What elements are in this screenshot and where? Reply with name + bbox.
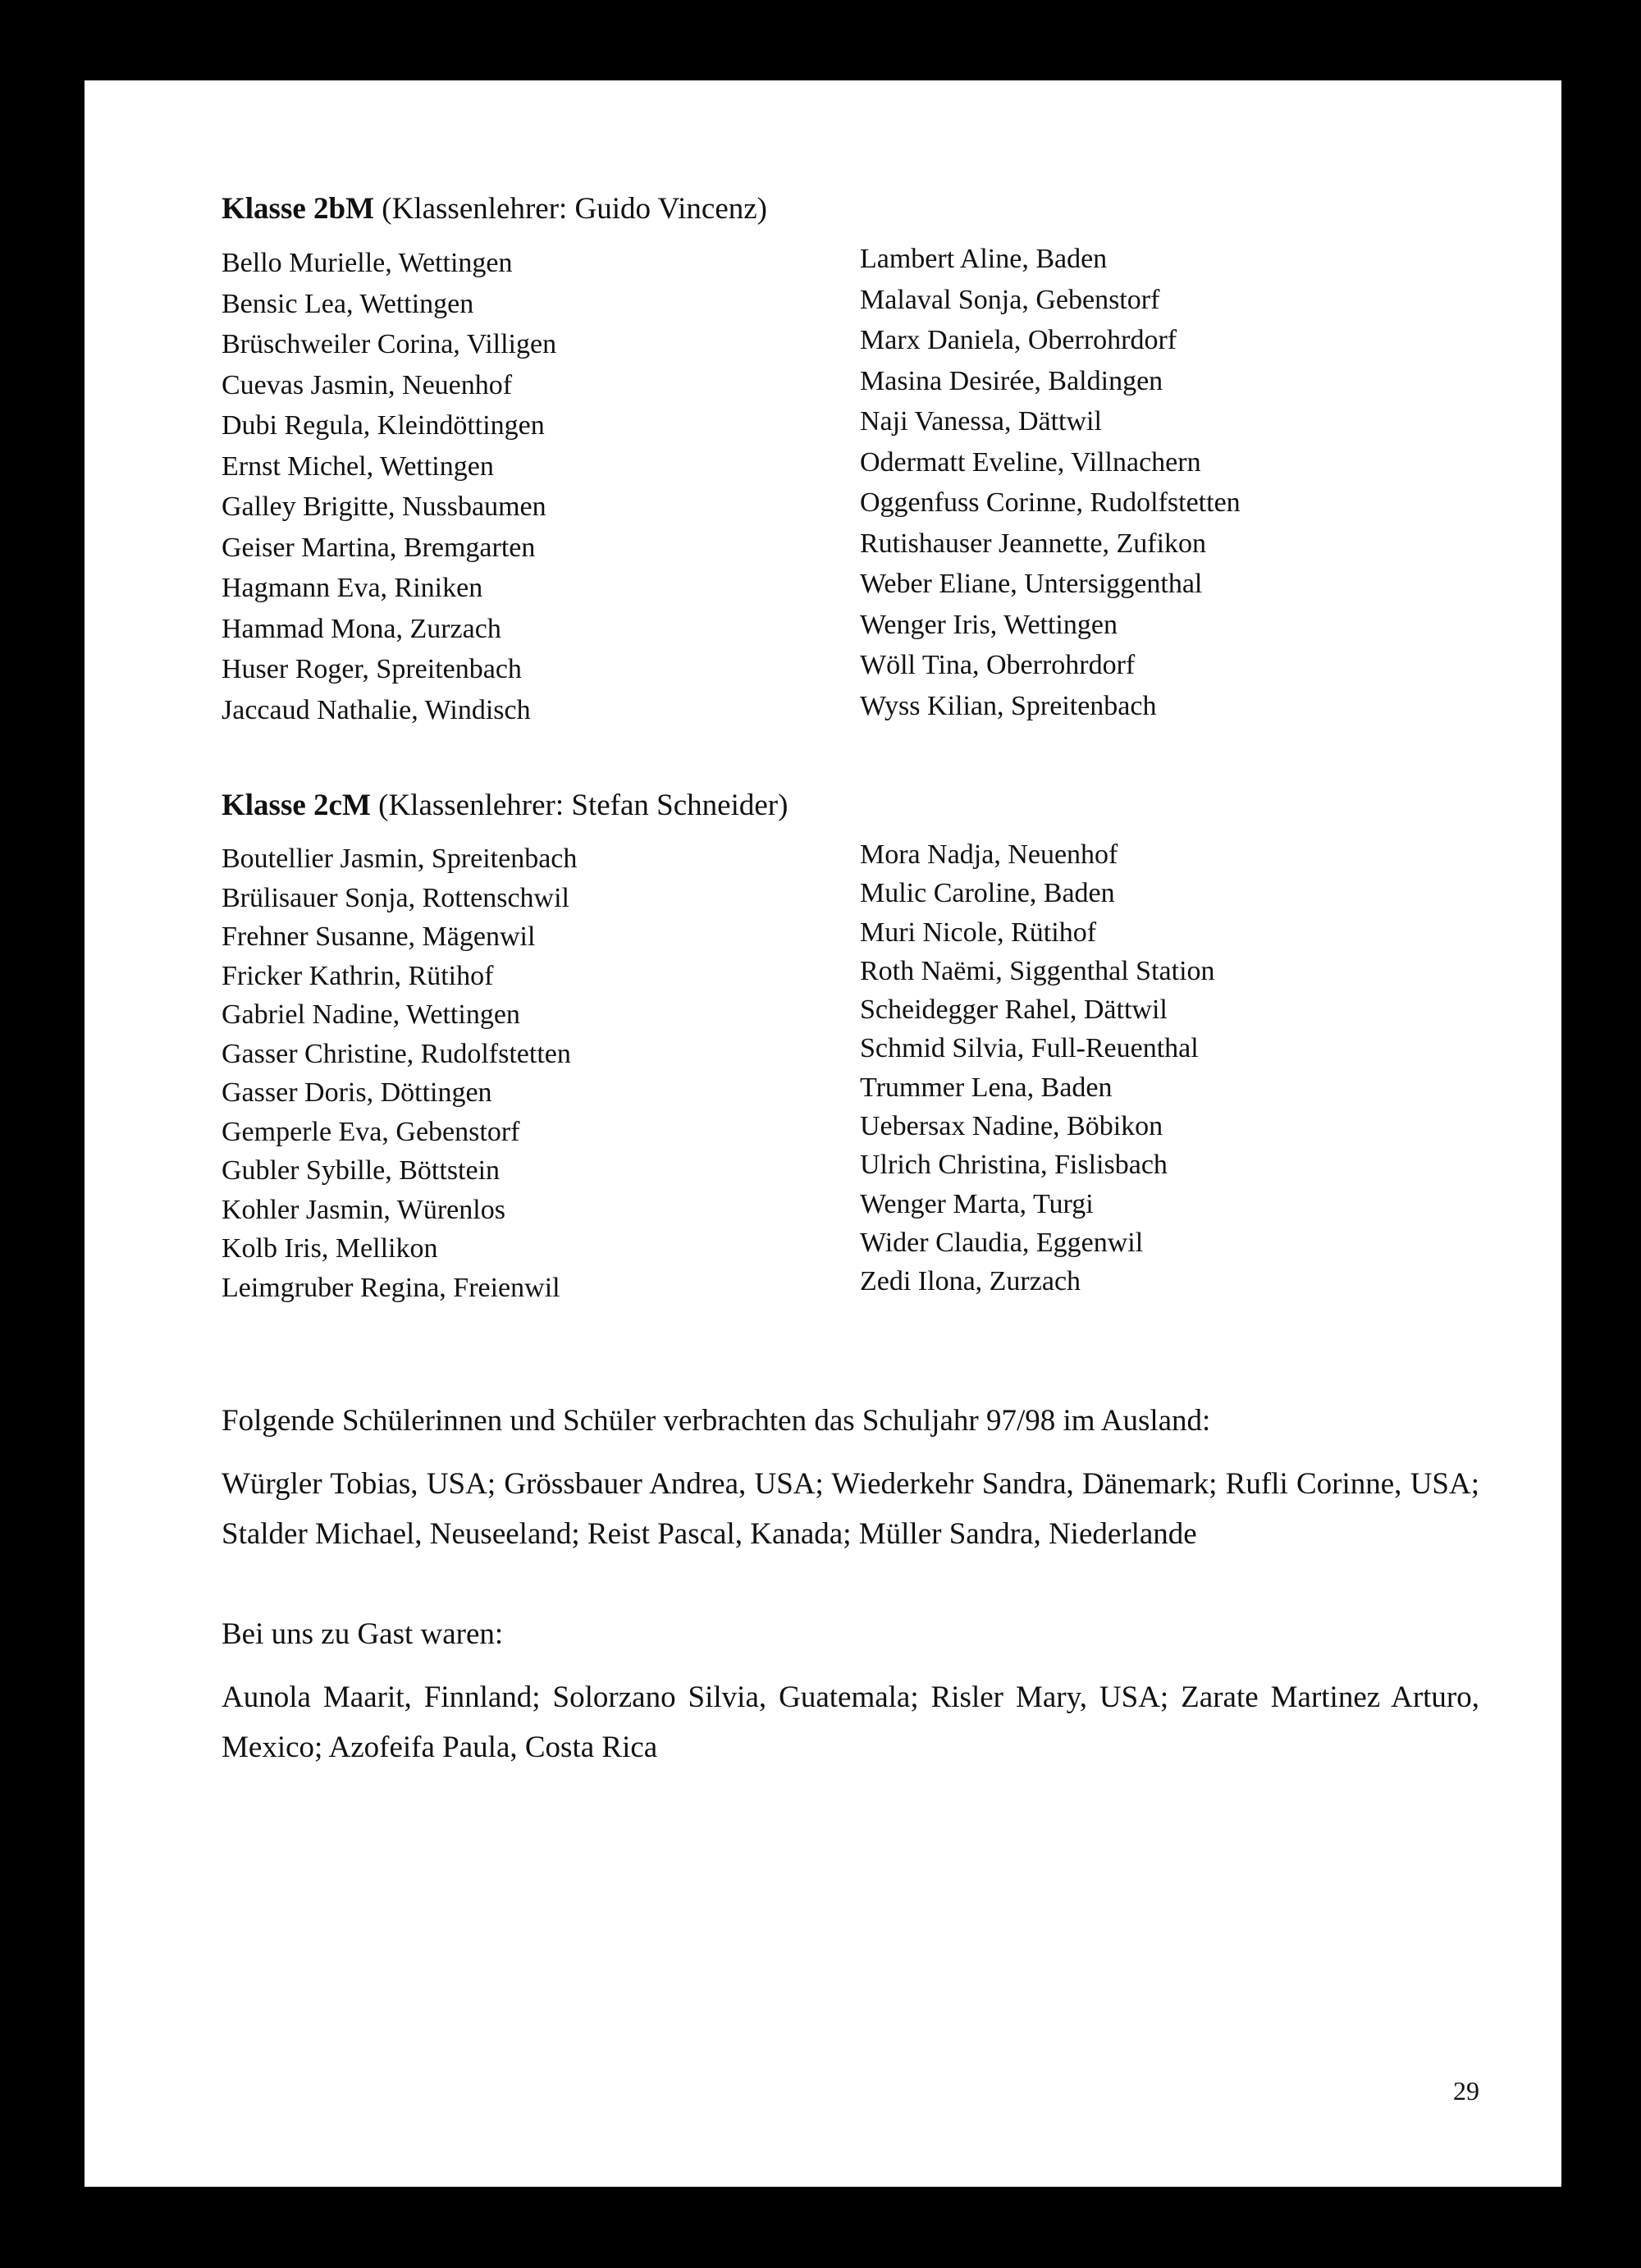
student-entry: Galley Brigitte, Nussbaumen (222, 492, 546, 522)
guests-heading: Bei uns zu Gast waren: (222, 1617, 504, 1651)
class-2bm-heading (222, 191, 767, 226)
class-2cm-teacher: (Klassenlehrer: Stefan Schneider) (378, 789, 789, 822)
student-entry: Leimgruber Regina, Freienwil (222, 1272, 560, 1303)
student-entry: Gasser Christine, Rudolfstetten (222, 1038, 571, 1069)
class-2cm-name: Klasse 2cM (222, 789, 371, 822)
page-number: 29 (1453, 2076, 1479, 2106)
student-entry: Oggenfuss Corinne, Rudolfstetten (860, 487, 1241, 518)
student-entry: Gasser Doris, Döttingen (222, 1077, 492, 1108)
student-entry: Zedi Ilona, Zurzach (860, 1266, 1081, 1297)
student-entry: Schmid Silvia, Full-Reuenthal (860, 1033, 1199, 1064)
student-entry: Mulic Caroline, Baden (860, 878, 1115, 909)
student-entry: Fricker Kathrin, Rütihof (222, 960, 494, 991)
student-entry: Wyss Kilian, Spreitenbach (860, 690, 1157, 721)
student-entry: Cuevas Jasmin, Neuenhof (222, 369, 513, 400)
class-2cm-list-left (222, 839, 577, 1307)
guests-section (222, 1616, 1479, 1772)
class-2bm-name: Klasse 2bM (222, 192, 375, 226)
student-entry: Wenger Marta, Turgi (860, 1188, 1094, 1219)
student-entry: Odermatt Eveline, Villnachern (860, 446, 1201, 478)
student-entry: Bello Murielle, Wettingen (222, 248, 513, 278)
student-entry: Gemperle Eva, Gebenstorf (222, 1116, 520, 1147)
student-entry: Gabriel Nadine, Wettingen (222, 999, 520, 1030)
student-entry: Huser Roger, Spreitenbach (222, 654, 522, 684)
student-entry: Gubler Sybille, Böttstein (222, 1155, 501, 1186)
class-2cm-heading (222, 788, 788, 823)
student-entry: Rutishauser Jeannette, Zufikon (860, 528, 1207, 559)
student-entry: Bensic Lea, Wettingen (222, 288, 474, 319)
abroad-list: Würgler Tobias, USA; Grössbauer Andrea, USA; Wiederkehr Sandra, Dänemark; Rufli Corinne, USA; Stalder Michael, Neuseeland; Reist Pascal, Kanada; Müller Sandra, Niederlande (222, 1467, 1479, 1551)
student-entry: Brüschweiler Corina, Villigen (222, 329, 557, 359)
student-entry: Naji Vanessa, Dättwil (860, 406, 1102, 437)
student-entry: Kohler Jasmin, Würenlos (222, 1194, 505, 1225)
abroad-section (222, 1403, 1479, 1559)
guests-list: Aunola Maarit, Finnland; Solorzano Silvia, Guatemala; Risler Mary, USA; Zarate Martinez Arturo, Mexico; Azofeifa Paula, Costa Rica (222, 1680, 1479, 1764)
student-entry: Hagmann Eva, Riniken (222, 573, 483, 603)
student-entry: Muri Nicole, Rütihof (860, 917, 1097, 948)
student-entry: Marx Daniela, Oberrohrdorf (860, 325, 1177, 355)
student-entry: Roth Naëmi, Siggenthal Station (860, 955, 1215, 986)
student-entry: Dubi Regula, Kleindöttingen (222, 410, 545, 441)
class-2bm-teacher: (Klassenlehrer: Guido Vincenz) (382, 192, 767, 226)
student-entry: Masina Desirée, Baldingen (860, 365, 1163, 396)
student-entry: Wöll Tina, Oberrohrdorf (860, 650, 1136, 680)
student-entry: Trummer Lena, Baden (860, 1072, 1113, 1103)
student-entry: Lambert Aline, Baden (860, 244, 1108, 274)
class-2bm-list-left (222, 243, 556, 730)
student-entry: Malaval Sonja, Gebenstorf (860, 284, 1160, 315)
student-entry: Hammad Mona, Zurzach (222, 613, 501, 644)
class-2bm-list-right (860, 239, 1241, 726)
student-entry: Kolb Iris, Mellikon (222, 1233, 438, 1264)
student-entry: Jaccaud Nathalie, Windisch (222, 694, 531, 725)
student-entry: Weber Eliane, Untersiggenthal (860, 569, 1203, 599)
student-entry: Ulrich Christina, Fislisbach (860, 1150, 1168, 1181)
student-entry: Boutellier Jasmin, Spreitenbach (222, 844, 578, 874)
student-entry: Wenger Iris, Wettingen (860, 609, 1118, 640)
student-entry: Wider Claudia, Eggenwil (860, 1227, 1144, 1258)
student-entry: Brülisauer Sonja, Rottenschwil (222, 882, 570, 913)
student-entry: Uebersax Nadine, Böbikon (860, 1111, 1163, 1142)
student-entry: Mora Nadja, Neuenhof (860, 839, 1118, 870)
student-entry: Scheidegger Rahel, Dättwil (860, 995, 1168, 1026)
student-entry: Geiser Martina, Bremgarten (222, 532, 536, 563)
document-page (85, 80, 1561, 2187)
student-entry: Ernst Michel, Wettingen (222, 450, 494, 482)
abroad-heading: Folgende Schülerinnen und Schüler verbrachten das Schuljahr 97/98 im Ausland: (222, 1404, 1211, 1438)
student-entry: Frehner Susanne, Mägenwil (222, 921, 536, 952)
class-2cm-list-right (860, 835, 1215, 1301)
